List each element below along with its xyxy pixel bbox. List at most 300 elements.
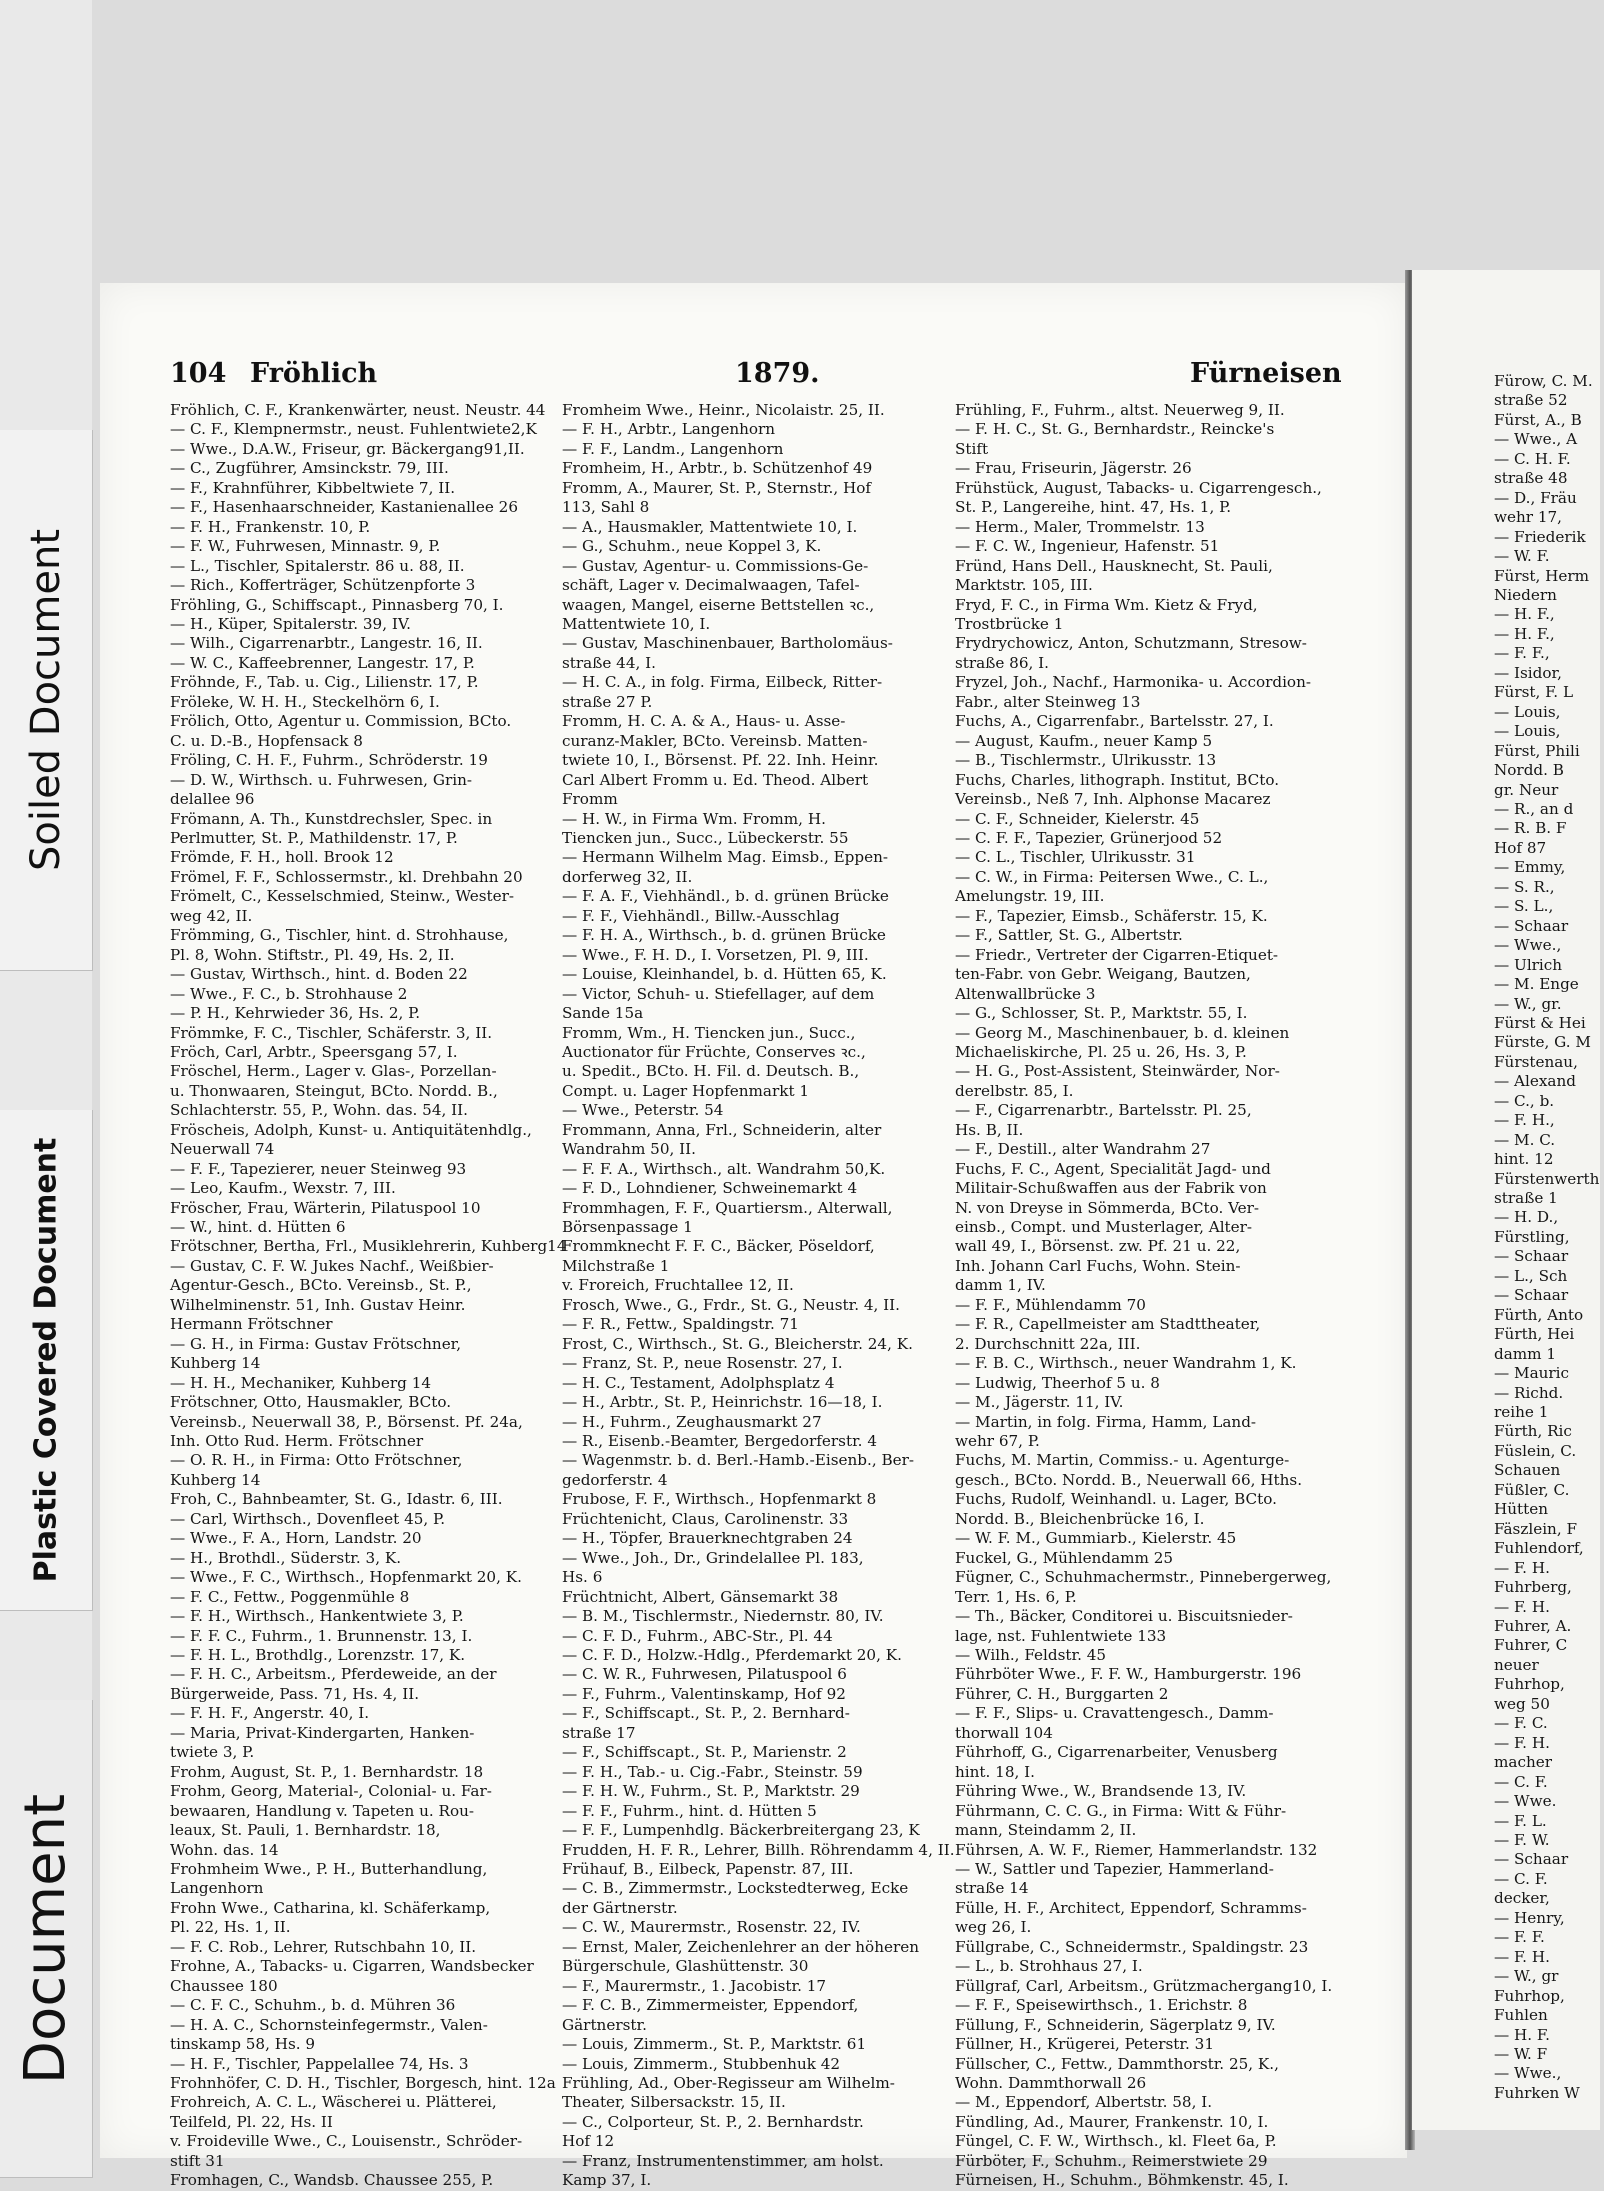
directory-line: — F., Hasenhaarschneider, Kastanienallee 26 [170,498,519,517]
directory-line: Füllscher, C., Fettw., Dammthorstr. 25, K., [955,2054,1279,2073]
directory-line: Compt. u. Lager Hopfenmarkt 1 [562,1081,810,1100]
adjacent-page-line: — Wwe., [1494,2064,1562,2083]
directory-line: — F. A. F., Viehhändl., b. d. grünen Brücke [562,887,889,906]
directory-line: — B., Tischlermstr., Ulrikusstr. 13 [955,751,1217,770]
directory-line: — F. D., Lohndiener, Schweinemarkt 4 [562,1179,858,1198]
directory-line: Trostbrücke 1 [955,614,1064,633]
directory-line: — F. H., Wirthsch., Hankentwiete 3, P. [170,1607,464,1626]
directory-line: Führböter Wwe., F. F. W., Hamburgerstr. 196 [955,1665,1302,1684]
directory-line: — C. F., Klempnermstr., neust. Fuhlentwiete2,K [170,420,537,439]
directory-line: — F. F., Slips- u. Cravattengesch., Damm- [955,1704,1274,1723]
directory-line: Wohn. Dammthorwall 26 [955,2073,1147,2092]
directory-line: — C., Zugführer, Amsinckstr. 79, III. [170,459,449,478]
directory-line: Frohne, A., Tabacks- u. Cigarren, Wandsbecker [170,1957,534,1976]
directory-line: twiete 3, P. [170,1743,255,1762]
adjacent-page-line: — H. F., [1494,624,1555,643]
directory-line: — Wwe., F. C., b. Strohhause 2 [170,984,408,1003]
directory-line: Carl Albert Fromm u. Ed. Theod. Albert [562,770,869,789]
directory-line: — Franz, Instrumentenstimmer, am holst. [562,2151,884,2170]
directory-line: Hs. B, II. [955,1120,1024,1139]
directory-line: — H. C., Testament, Adolphsplatz 4 [562,1373,835,1392]
adjacent-page-line: — Louis, [1494,722,1561,741]
adjacent-page-line: — Wwe., [1494,936,1562,955]
directory-line: Fügner, C., Schuhmachermstr., Pinnebergerweg, [955,1568,1332,1587]
directory-line: — Wwe., Joh., Dr., Grindelallee Pl. 183, [562,1548,864,1567]
directory-line: Fründ, Hans Dell., Hausknecht, St. Pauli, [955,556,1273,575]
directory-line: Fuchs, A., Cigarrenfabr., Bartelsstr. 27, I. [955,712,1274,731]
directory-line: Hs. 6 [562,1568,603,1587]
directory-line: — B. M., Tischlermstr., Niedernstr. 80, IV. [562,1607,884,1626]
directory-line: — C. W., Maurermstr., Rosenstr. 22, IV. [562,1918,861,1937]
directory-line: — Wagenmstr. b. d. Berl.-Hamb.-Eisenb., Ber- [562,1451,915,1470]
directory-line: — Louis, Zimmerm., Stubbenhuk 42 [562,2054,841,2073]
adjacent-page-line: — Richd. [1494,1383,1564,1402]
adjacent-page-line: Hütten [1494,1500,1549,1519]
directory-line: — C. F. F., Tapezier, Grünerjood 52 [955,828,1223,847]
right-guide-word: Fürneisen [1190,358,1342,389]
directory-line: Marktstr. 105, III. [955,576,1093,595]
directory-line: Frohm, Georg, Material-, Colonial- u. Far- [170,1782,492,1801]
directory-line: u. Spedit., BCto. H. Fil. d. Deutsch. B., [562,1062,860,1081]
adjacent-page-line: — Schaar [1494,1286,1569,1305]
adjacent-page-line: Fürstling, [1494,1227,1570,1246]
directory-line: Fröschel, Herm., Lager v. Glas-, Porzellan- [170,1062,497,1081]
directory-line: thorwall 104 [955,1723,1053,1742]
adjacent-page [1412,270,1600,2130]
plastic-covered-document-tab [0,1110,93,1611]
directory-line: Füllgrabe, C., Schneidermstr., Spaldingstr. 23 [955,1937,1309,1956]
adjacent-page-line: — Schaar [1494,1247,1569,1266]
directory-line: — D. W., Wirthsch. u. Fuhrwesen, Grin- [170,770,472,789]
directory-line: Fülle, H. F., Architect, Eppendorf, Schramms- [955,1898,1307,1917]
directory-line: Führhoff, G., Cigarrenarbeiter, Venusberg [955,1743,1278,1762]
adjacent-page-line: Fürth, Hei [1494,1325,1575,1344]
directory-line: Fröch, Carl, Arbtr., Speersgang 57, I. [170,1042,458,1061]
directory-line: Terr. 1, Hs. 6, P. [955,1587,1077,1606]
directory-line: Fröscheis, Adolph, Kunst- u. Antiquitätenhdlg., [170,1120,532,1139]
directory-line: Fröhnde, F., Tab. u. Cig., Lilienstr. 17, P. [170,673,479,692]
directory-line: Inh. Otto Rud. Herm. Frötschner [170,1432,424,1451]
directory-line: — F. R., Capellmeister am Stadttheater, [955,1315,1261,1334]
directory-line: stift 31 [170,2151,225,2170]
directory-line: — Frau, Friseurin, Jägerstr. 26 [955,459,1192,478]
adjacent-page-line: — F. F. [1494,1928,1545,1947]
directory-line: — Hermann Wilhelm Mag. Eimsb., Eppen- [562,848,889,867]
directory-line: Fabr., alter Steinweg 13 [955,692,1141,711]
page-header [170,358,1365,398]
directory-line: Fuchs, M. Martin, Commiss.- u. Agenturge- [955,1451,1290,1470]
directory-line: gesch., BCto. Nordd. B., Neuerwall 66, Hths. [955,1470,1303,1489]
directory-line: Frömmke, F. C., Tischler, Schäferstr. 3, II. [170,1023,493,1042]
directory-line: hint. 18, I. [955,1762,1035,1781]
directory-line: Führer, C. H., Burggarten 2 [955,1684,1169,1703]
adjacent-page-line: straße 48 [1494,469,1568,488]
adjacent-page-line: — H. F., [1494,605,1555,624]
directory-line: Hermann Frötschner [170,1315,333,1334]
directory-line: — W., hint. d. Hütten 6 [170,1218,346,1237]
adjacent-page-line: decker, [1494,1889,1550,1908]
directory-line: Hof 12 [562,2132,615,2151]
directory-line: Frömelt, C., Kesselschmied, Steinw., Wester- [170,887,515,906]
directory-line: — H., Fuhrm., Zeughausmarkt 27 [562,1412,822,1431]
directory-line: — W. C., Kaffeebrenner, Langestr. 17, P. [170,653,475,672]
directory-line: Kuhberg 14 [170,1470,261,1489]
directory-line: der Gärtnerstr. [562,1898,678,1917]
directory-line: — C., Colporteur, St. P., 2. Bernhardstr. [562,2112,864,2131]
directory-line: — H. C. A., in folg. Firma, Eilbeck, Ritter- [562,673,883,692]
directory-line: — F. F., Tapezierer, neuer Steinweg 93 [170,1159,467,1178]
directory-line: Börsenpassage 1 [562,1218,693,1237]
directory-line: Kamp 37, I. [562,2171,652,2190]
directory-line: Theater, Silbersackstr. 15, II. [562,2093,786,2112]
adjacent-page-line: Fuhlendorf, [1494,1539,1584,1558]
adjacent-page-line: — F. C. [1494,1714,1548,1733]
directory-line: — M., Eppendorf, Albertstr. 58, I. [955,2093,1213,2112]
directory-line: — H., Brothdl., Süderstr. 3, K. [170,1548,402,1567]
directory-line: Frudden, H. F. R., Lehrer, Billh. Röhrendamm 4, II. [562,1840,955,1859]
directory-line: Gärtnerstr. [562,2015,647,2034]
directory-line: twiete 10, I., Börsenst. Pf. 22. Inh. Heinr. [562,751,879,770]
adjacent-page-line: Fuhrken W [1494,2083,1580,2102]
directory-line: — August, Kaufm., neuer Kamp 5 [955,731,1213,750]
document-tab [0,1700,93,2178]
directory-line: Frosch, Wwe., G., Frdr., St. G., Neustr. 4, II. [562,1295,901,1314]
directory-line: Bürgerschule, Glashüttenstr. 30 [562,1957,809,1976]
directory-line: waagen, Mangel, eiserne Bettstellen ꝛc., [562,595,875,614]
adjacent-page-line: — L., Sch [1494,1266,1568,1285]
adjacent-page-line: — Friederik [1494,527,1586,546]
directory-line: schäft, Lager v. Decimalwaagen, Tafel- [562,576,860,595]
directory-line: Auctionator für Früchte, Conserves ꝛc., [562,1042,866,1061]
directory-line: — F., Schiffscapt., St. P., Marienstr. 2 [562,1743,847,1762]
adjacent-page-line: macher [1494,1753,1552,1772]
directory-line: Teilfeld, Pl. 22, Hs. II [170,2112,333,2131]
directory-line: — F. H. F., Angerstr. 40, I. [170,1704,370,1723]
directory-line: weg 42, II. [170,906,253,925]
adjacent-page-line: Fürth, Ric [1494,1422,1572,1441]
adjacent-page-line: — Henry, [1494,1908,1565,1927]
adjacent-page-line: — M. Enge [1494,975,1579,994]
directory-line: — Wwe., F. C., Wirthsch., Hopfenmarkt 20, K. [170,1568,522,1587]
directory-line: Frömann, A. Th., Kunstdrechsler, Spec. in [170,809,493,828]
directory-line: Neuerwall 74 [170,1140,275,1159]
directory-line: — G. H., in Firma: Gustav Frötschner, [170,1334,462,1353]
directory-line: — Wwe., F. H. D., I. Vorsetzen, Pl. 9, III. [562,945,869,964]
directory-line: Frost, C., Wirthsch., St. G., Bleicherstr. 24, K. [562,1334,913,1353]
adjacent-page-line: — F. W. [1494,1830,1550,1849]
directory-line: — Victor, Schuh- u. Stiefellager, auf dem [562,984,875,1003]
directory-line: curanz-Makler, BCto. Vereinsb. Matten- [562,731,868,750]
adjacent-page-line: — W., gr [1494,1967,1559,1986]
directory-line: Froh, C., Bahnbeamter, St. G., Idastr. 6, III. [170,1490,503,1509]
adjacent-page-line: Fuhrer, A. [1494,1617,1572,1635]
adjacent-page-line: Fürst, Herm [1494,566,1590,585]
directory-line: — W., Sattler und Tapezier, Hammerland- [955,1859,1274,1878]
directory-line: — C. F. D., Holzw.-Hdlg., Pferdemarkt 20, K. [562,1646,902,1664]
directory-line: — A., Hausmakler, Mattentwiete 10, I. [562,517,858,536]
directory-line: — C. F. D., Fuhrm., ABC-Str., Pl. 44 [562,1626,833,1645]
directory-line: Fromhagen, C., Wandsb. Chaussee 255, P. [170,2171,494,2190]
adjacent-page-line: — Emmy, [1494,858,1566,877]
adjacent-page-line: — F. L. [1494,1811,1547,1830]
directory-line: Fromm [562,790,618,809]
directory-line: — F. H. C., St. G., Bernhardstr., Reincke's [955,420,1275,439]
adjacent-page-line: — Louis, [1494,702,1561,721]
directory-line: — F. F. C., Fuhrm., 1. Brunnenstr. 13, I. [170,1626,473,1645]
directory-line: — Ludwig, Theerhof 5 u. 8 [955,1373,1160,1392]
directory-line: Frydrychowicz, Anton, Schutzmann, Stresow- [955,634,1307,653]
adjacent-page-line: — C. H. F. [1494,449,1571,468]
directory-line: Fröhlich, C. F., Krankenwärter, neust. Neustr. 44 [170,401,546,419]
directory-line: Früchtenicht, Claus, Carolinenstr. 33 [562,1509,849,1528]
directory-line: — H. A. C., Schornsteinfegermstr., Valen- [170,2015,488,2034]
directory-line: — Gustav, Wirthsch., hint. d. Boden 22 [170,965,468,984]
adjacent-page-line: — C. F. [1494,1869,1548,1888]
adjacent-page-line: — Schaar [1494,916,1569,935]
directory-line: Pl. 8, Wohn. Stiftstr., Pl. 49, Hs. 2, II. [170,945,455,964]
adjacent-page-line: hint. 12 [1494,1150,1554,1169]
directory-line: u. Thonwaaren, Steingut, BCto. Nordd. B., [170,1081,498,1100]
directory-line: Fromm, Wm., H. Tiencken jun., Succ., [562,1023,856,1042]
directory-line: — F. F. A., Wirthsch., alt. Wandrahm 50,K. [562,1159,886,1178]
adjacent-page-line: — Mauric [1494,1364,1570,1383]
directory-line: — Wilh., Feldstr. 45 [955,1646,1107,1664]
directory-line: — F. F., Landm., Langenhorn [562,439,784,458]
directory-line: tinskamp 58, Hs. 9 [170,2035,316,2054]
adjacent-page-line: Nordd. B [1494,761,1564,780]
directory-line: Füngel, C. F. W., Wirthsch., kl. Fleet 6a, P. [955,2132,1277,2151]
directory-line: — Georg M., Maschinenbauer, b. d. kleinen [955,1023,1290,1042]
directory-line: — Herm., Maler, Trommelstr. 13 [955,517,1205,536]
directory-line: Füllung, F., Schneiderin, Sägerplatz 9, IV. [955,2015,1276,2034]
adjacent-page-line: — H. F. [1494,2025,1550,2044]
adjacent-page-line: Fuhrer, C [1494,1636,1568,1655]
adjacent-page-line: Füslein, C. [1494,1441,1577,1460]
adjacent-page-line: straße 1 [1494,1189,1558,1208]
directory-line: v. Froideville Wwe., C., Louisenstr., Schröder- [170,2132,523,2151]
adjacent-page-line: weg 50 [1494,1694,1550,1713]
adjacent-page-line: — W. F [1494,2044,1548,2063]
adjacent-page-line: Fuhrhop, [1494,1675,1565,1694]
directory-line: Frömde, F. H., holl. Brook 12 [170,848,394,867]
directory-line: — Franz, St. P., neue Rosenstr. 27, I. [562,1354,843,1373]
document-label: Document [13,1793,78,2084]
adjacent-page-line: Fürst, Phili [1494,741,1580,760]
directory-line: — Gustav, C. F. W. Jukes Nachf., Weißbier- [170,1256,494,1275]
directory-line: einsb., Compt. und Musterlager, Alter- [955,1218,1253,1237]
directory-line: Langenhorn [170,1879,264,1898]
plastic-covered-document-label: Plastic Covered Document [28,1137,64,1583]
directory-line: N. von Dreyse in Sömmerda, BCto. Ver- [955,1198,1260,1217]
directory-line: weg 26, I. [955,1918,1032,1937]
directory-line: Fromm, A., Maurer, St. P., Sternstr., Hof [562,478,872,497]
directory-line: — F. H., Frankenstr. 10, P. [170,517,371,536]
adjacent-page-line: — R. B. F [1494,819,1567,838]
adjacent-page-line: — S. R., [1494,877,1555,896]
directory-line: Fromm, H. C. A. & A., Haus- u. Asse- [562,712,846,731]
directory-line: — Carl, Wirthsch., Dovenfleet 45, P. [170,1509,446,1528]
directory-line: Fromheim Wwe., Heinr., Nicolaistr. 25, II. [562,401,885,419]
directory-line: — C. B., Zimmermstr., Lockstedterweg, Ecke [562,1879,909,1898]
directory-line: — Gustav, Agentur- u. Commissions-Ge- [562,556,869,575]
directory-line: bewaaren, Handlung v. Tapeten u. Rou- [170,1801,475,1820]
directory-line: — F. H., Arbtr., Langenhorn [562,420,776,439]
directory-line: Chaussee 180 [170,1976,278,1995]
directory-line: Tiencken jun., Succ., Lübeckerstr. 55 [562,828,849,847]
directory-line: — H. H., Mechaniker, Kuhberg 14 [170,1373,432,1392]
directory-line: straße 17 [562,1723,636,1742]
directory-line: — F. H. L., Brothdlg., Lorenzstr. 17, K. [170,1646,466,1664]
directory-line: — C. W., in Firma: Peitersen Wwe., C. L., [955,867,1269,886]
directory-line: straße 27 P. [562,692,653,711]
directory-line: — F. C. B., Zimmermeister, Eppendorf, [562,1996,859,2015]
directory-line: Pl. 22, Hs. 1, II. [170,1918,291,1937]
directory-line: Wilhelminenstr. 51, Inh. Gustav Heinr. [170,1295,466,1314]
directory-line: — F. C. Rob., Lehrer, Rutschbahn 10, II. [170,1937,477,1956]
page-number: 104 [170,358,227,389]
directory-page [100,283,1407,2190]
directory-line: — H., Küper, Spitalerstr. 39, IV. [170,614,411,633]
adjacent-page-line: — C., b. [1494,1091,1555,1110]
directory-line: Sande 15a [562,1004,644,1023]
directory-line: — G., Schlosser, St. P., Marktstr. 55, I. [955,1004,1248,1023]
directory-line: — M., Jägerstr. 11, IV. [955,1393,1124,1412]
directory-line: wall 49, I., Börsenst. zw. Pf. 21 u. 22, [955,1237,1241,1256]
directory-line: Fryzel, Joh., Nachf., Harmonika- u. Accordion- [955,673,1311,692]
directory-line: Frötschner, Bertha, Frl., Musiklehrerin, Kuhberg14 [170,1237,567,1256]
directory-line: Füllner, H., Krügerei, Peterstr. 31 [955,2035,1214,2054]
directory-line: — F. R., Fettw., Spaldingstr. 71 [562,1315,799,1334]
directory-line: — F., Sattler, St. G., Albertstr. [955,926,1183,945]
directory-line: Frommhagen, F. F., Quartiersm., Alterwall, [562,1198,893,1217]
directory-line: Frohm, August, St. P., 1. Bernhardstr. 18 [170,1762,484,1781]
adjacent-page-line: Fürth, Anto [1494,1305,1584,1324]
directory-line: — F., Fuhrm., Valentinskamp, Hof 92 [562,1684,846,1703]
adjacent-page-line: Fürst, A., B [1494,410,1582,429]
adjacent-page-line: — M. C. [1494,1130,1556,1149]
directory-line: mann, Steindamm 2, II. [955,1821,1137,1840]
directory-line: — Gustav, Maschinenbauer, Bartholomäus- [562,634,893,653]
directory-line: Bürgerweide, Pass. 71, Hs. 4, II. [170,1684,420,1703]
directory-line: — F. H. W., Fuhrm., St. P., Marktstr. 29 [562,1782,860,1801]
adjacent-page-line: — R., an d [1494,799,1574,818]
directory-line: Frommknecht F. F. C., Bäcker, Pöseldorf, [562,1237,875,1256]
adjacent-page-line: — F. H., [1494,1111,1555,1130]
directory-line: Milchstraße 1 [562,1256,670,1275]
soiled-document-label: Soiled Document [23,528,69,872]
directory-line: — F. F., Viehhändl., Billw.-Ausschlag [562,906,840,925]
directory-line: Fürneisen, H., Schuhm., Böhmkenstr. 45, I. [955,2171,1289,2190]
directory-line: — O. R. H., in Firma: Otto Frötschner, [170,1451,463,1470]
directory-line: — P. H., Kehrwieder 36, Hs. 2, P. [170,1004,421,1023]
directory-line: Schlachterstr. 55, P., Wohn. das. 54, II. [170,1101,468,1120]
directory-line: — C. F., Schneider, Kielerstr. 45 [955,809,1200,828]
directory-line: — L., b. Strohhaus 27, I. [955,1957,1143,1976]
directory-line: Fuckel, G., Mühlendamm 25 [955,1548,1174,1567]
directory-line: — Wilh., Cigarrenarbtr., Langestr. 16, II. [170,634,483,653]
directory-line: Kuhberg 14 [170,1354,261,1373]
directory-line: derelbstr. 85, I. [955,1081,1074,1100]
directory-line: Frölich, Otto, Agentur u. Commission, BCto. [170,712,512,731]
adjacent-page-line: — W. F. [1494,547,1550,566]
adjacent-page-line: neuer [1494,1655,1539,1674]
directory-line: — H., Arbtr., St. P., Heinrichstr. 16—18, I. [562,1393,883,1412]
adjacent-page-line: — F. H. [1494,1558,1550,1577]
directory-line: Fuchs, Charles, lithograph. Institut, BCto. [955,770,1280,789]
directory-line: Fündling, Ad., Maurer, Frankenstr. 10, I. [955,2112,1269,2131]
directory-line: Vereinsb., Neß 7, Inh. Alphonse Macarez [955,790,1271,809]
adjacent-page-line: Fäszlein, F [1494,1519,1578,1538]
adjacent-page-line: Fuhlen [1494,2006,1548,2025]
directory-line: Fuchs, Rudolf, Weinhandl. u. Lager, BCto. [955,1490,1277,1509]
directory-column-3 [955,401,1350,2190]
adjacent-page-line: Fürstenau, [1494,1052,1578,1071]
directory-line: — Louis, Zimmerm., St. P., Marktstr. 61 [562,2035,867,2054]
directory-line: — H. W., in Firma Wm. Fromm, H. [562,809,826,828]
directory-line: Führing Wwe., W., Brandsende 13, IV. [955,1782,1247,1801]
directory-line: Frohmheim Wwe., P. H., Butterhandlung, [170,1859,488,1878]
directory-line: ten-Fabr. von Gebr. Weigang, Bautzen, [955,965,1251,984]
directory-line: — Wwe., F. A., Horn, Landstr. 20 [170,1529,422,1548]
directory-line: — F. F., Speisewirthsch., 1. Erichstr. 8 [955,1996,1248,2015]
directory-line: Frubose, F. F., Wirthsch., Hopfenmarkt 8 [562,1490,877,1509]
adjacent-page-line: reihe 1 [1494,1403,1549,1422]
directory-line: — C. W. R., Fuhrwesen, Pilatuspool 6 [562,1665,847,1684]
directory-line: — F. B. C., Wirthsch., neuer Wandrahm 1, K. [955,1354,1297,1373]
directory-line: Frühling, Ad., Ober-Regisseur am Wilhelm- [562,2073,895,2092]
directory-column-2 [562,401,957,2190]
directory-line: St. P., Langereihe, hint. 47, Hs. 1, P. [955,498,1232,517]
directory-line: Militair-Schußwaffen aus der Fabrik von [955,1179,1267,1198]
adjacent-page-line: Fürste, G. M [1494,1033,1591,1052]
directory-line: Frohnhöfer, C. D. H., Tischler, Borgesch, hint. 12a [170,2073,556,2092]
directory-line: Früchtnicht, Albert, Gänsemarkt 38 [562,1587,839,1606]
adjacent-page-line: Schauen [1494,1461,1561,1480]
directory-line: Frötschner, Otto, Hausmakler, BCto. [170,1393,452,1412]
directory-line: dorferweg 32, II. [562,867,693,886]
directory-line: Führsen, A. W. F., Riemer, Hammerlandstr. 132 [955,1840,1318,1859]
directory-line: — F., Maurermstr., 1. Jacobistr. 17 [562,1976,827,1995]
directory-line: straße 86, I. [955,653,1049,672]
directory-line: Frühling, F., Fuhrm., altst. Neuerweg 9, II. [955,401,1285,419]
directory-line: v. Froreich, Fruchtallee 12, II. [562,1276,794,1295]
directory-line: — Th., Bäcker, Conditorei u. Biscuitsnieder- [955,1607,1293,1626]
directory-line: — Wwe., D.A.W., Friseur, gr. Bäckergang91,II. [170,439,525,458]
directory-line: — F., Schiffscapt., St. P., 2. Bernhard- [562,1704,850,1723]
adjacent-page-line: Niedern [1494,585,1557,604]
directory-line: — R., Eisenb.-Beamter, Bergedorferstr. 4 [562,1432,877,1451]
adjacent-page-line: — Ulrich [1494,955,1563,974]
directory-line: — F., Krahnführer, Kibbeltwiete 7, II. [170,478,456,497]
soiled-document-tab [0,430,93,971]
directory-line: Frohn Wwe., Catharina, kl. Schäferkamp, [170,1898,491,1917]
adjacent-page-line: Fürst & Hei [1494,1013,1586,1032]
directory-line: — F. C., Fettw., Poggenmühle 8 [170,1587,410,1606]
directory-line: — Martin, in folg. Firma, Hamm, Land- [955,1412,1257,1431]
directory-line: Füllgraf, Carl, Arbeitsm., Grützmachergang10, I. [955,1976,1333,1995]
directory-line: — L., Tischler, Spitalerstr. 86 u. 88, II. [170,556,465,575]
directory-line: — H. G., Post-Assistent, Steinwärder, Nor- [955,1062,1280,1081]
directory-line: — F., Destill., alter Wandrahm 27 [955,1140,1211,1159]
adjacent-page-line: — W., gr. [1494,994,1562,1013]
directory-line: Fryd, F. C., in Firma Wm. Kietz & Fryd, [955,595,1258,614]
directory-line: Mattentwiete 10, I. [562,614,711,633]
directory-line: — F. H. C., Arbeitsm., Pferdeweide, an der [170,1665,497,1684]
directory-line: — F., Cigarrenarbtr., Bartelsstr. Pl. 25, [955,1101,1252,1120]
directory-line: — Ernst, Maler, Zeichenlehrer an der höheren [562,1937,919,1956]
directory-line: — F. C. W., Ingenieur, Hafenstr. 51 [955,537,1220,556]
adjacent-page-line: Fürst, F. L [1494,683,1574,702]
